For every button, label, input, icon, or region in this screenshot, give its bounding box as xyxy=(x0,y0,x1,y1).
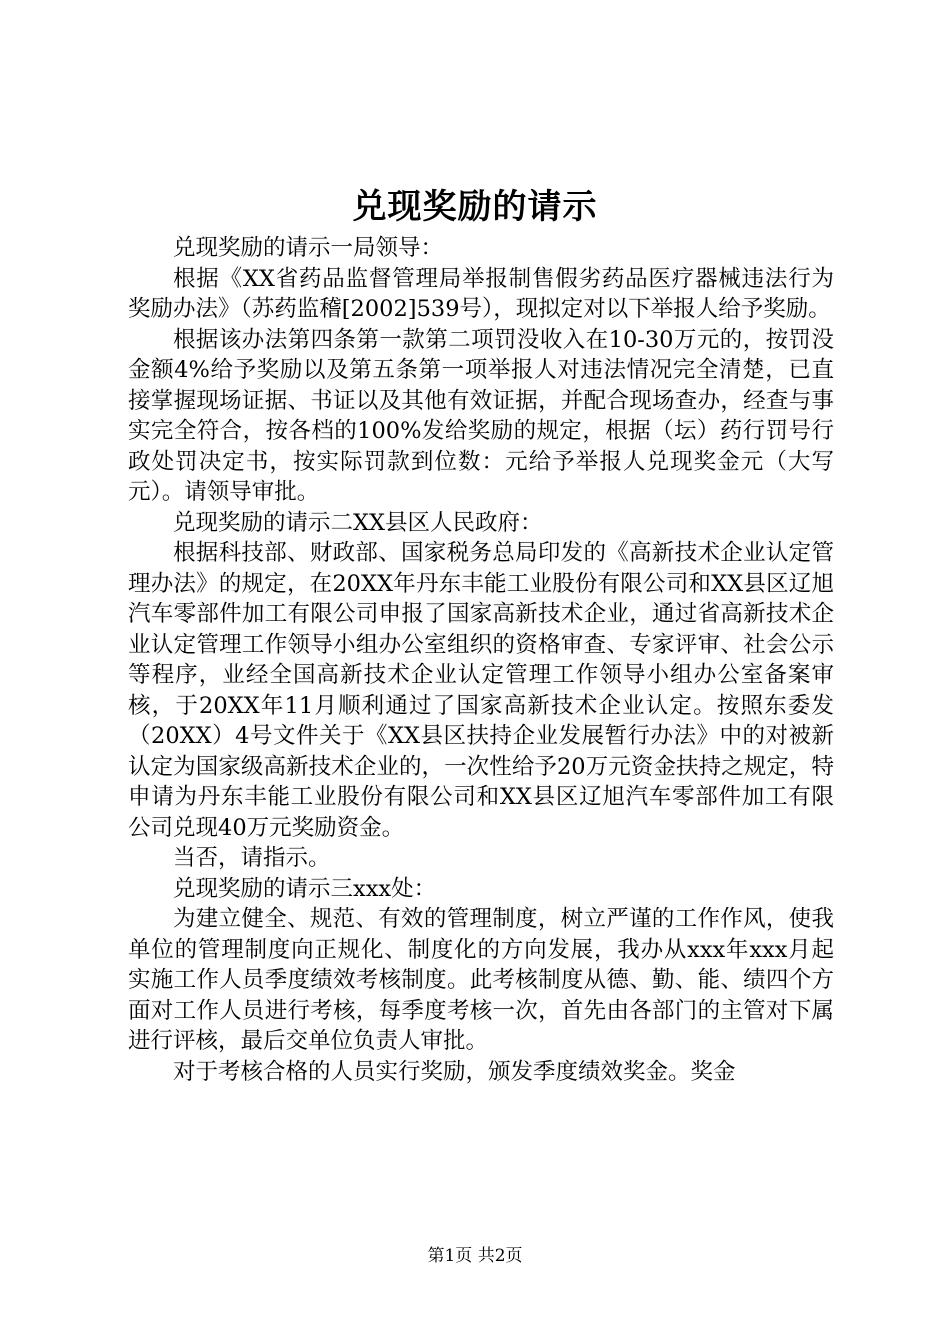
paragraph: 对于考核合格的人员实行奖励，颁发季度绩效奖金。奖金 xyxy=(173,1058,736,1085)
paragraph-salutation-1: 兑现奖励的请示一局领导： xyxy=(173,235,444,261)
paragraph: 根据该办法第四条第一款第二项罚没收入在10-30万元的，按罚没金额4%给予奖励以及第五条第一项举报人对违法情况完全清楚，已直接掌握现场证据、书证以及其他有效证据，并配合现场查办，经查与事实完全符合，按各档的100%发给奖励的规定，根据（坛）药行罚号行政处罚决定书，按实际罚款到位数：元给予举报人兑现奖金元（大写元）。请领导审批。 xyxy=(128,326,834,505)
page-number-footer: 第1页 共2页 xyxy=(427,1246,523,1266)
paragraph-salutation-2: 兑现奖励的请示二XX县区人民政府： xyxy=(173,509,543,536)
paragraph: 当否，请指示。 xyxy=(173,845,331,871)
document-title: 兑现奖励的请示 xyxy=(352,187,598,227)
paragraph: 根据科技部、财政部、国家税务总局印发的《高新技术企业认定管理办法》的规定，在20XX年丹东丰能工业股份有限公司和XX县区辽旭汽车零部件加工有限公司申报了国家高新技术企业，通过省高新技术企业认定管理工作领导小组办公室组织的资格审查、专家评审、社会公示等程序，业经全国高新技术企业认定管理工作领导小组办公室备案审核，于20XX年11月顺利通过了国家高新技术企业认定。按照东委发（20XX）4号文件关于《XX县区扶持企业发展暂行办法》中的对被新认定为国家级高新技术企业的，一次性给予20万元资金扶持之规定，特申请为丹东丰能工业股份有限公司和XX县区辽旭汽车零部件加工有限公司兑现40万元奖励资金。 xyxy=(128,540,834,841)
document-body xyxy=(128,233,834,1087)
paragraph: 根据《XX省药品监督管理局举报制售假劣药品医疗器械违法行为奖励办法》（苏药监稽[2002]539号），现拟定对以下举报人给予奖励。 xyxy=(128,265,834,322)
paragraph: 为建立健全、规范、有效的管理制度，树立严谨的工作作风，使我单位的管理制度向正规化、制度化的方向发展，我办从xxx年xxx月起实施工作人员季度绩效考核制度。此考核制度从德、勤、能、绩四个方面对工作人员进行考核，每季度考核一次，首先由各部门的主管对下属进行评核，最后交单位负责人审批。 xyxy=(128,906,834,1054)
paragraph-salutation-3: 兑现奖励的请示三xxx处： xyxy=(173,875,437,902)
